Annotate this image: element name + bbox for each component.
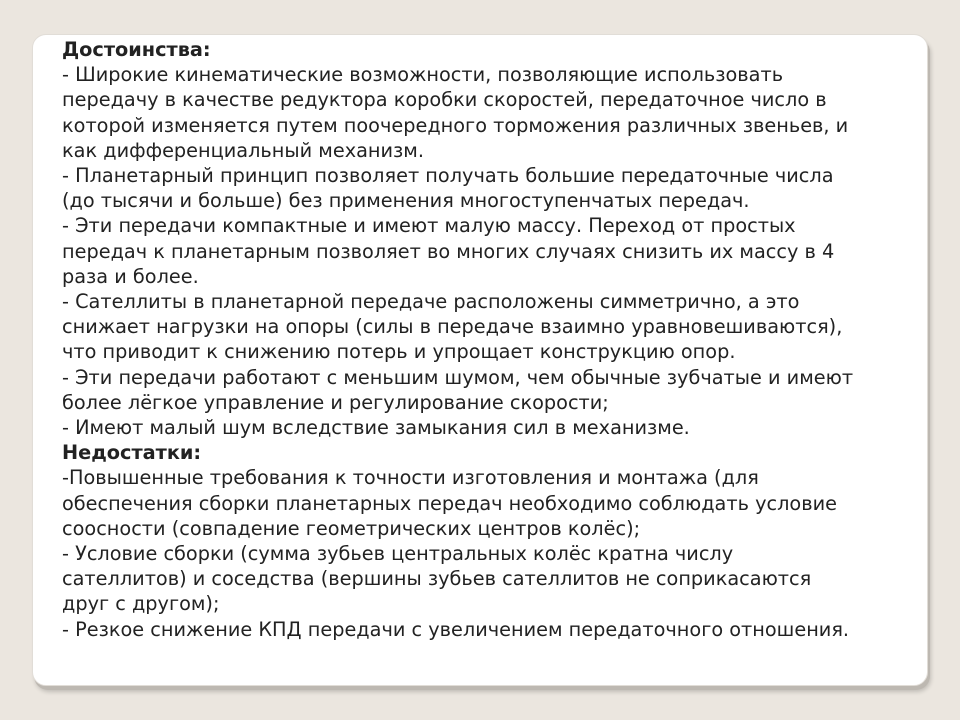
slide-card [32, 34, 928, 686]
advantage-item-4: - Сателлиты в планетарной передаче расположены симметрично, а это снижает нагрузки на опоры (силы в передаче взаимно уравновешиваются), что приводит к снижению потерь и упрощает конструкцию опор. [62, 290, 843, 364]
disadvantages-heading: Недостатки: [62, 441, 202, 465]
advantage-item-2: - Планетарный принцип позволяет получать большие передаточные числа (до тысячи и больше) без применения многоступенчатых передач. [62, 164, 834, 213]
disadvantage-item-1: -Повышенные требования к точности изготовления и монтажа (для обеспечения сборки планетарных передач необходимо соблюдать условие соосности (совпадение геометрических центров колёс); [62, 466, 837, 540]
advantage-item-6: - Имеют малый шум вследствие замыкания сил в механизме. [62, 416, 690, 440]
advantage-item-3: - Эти передачи компактные и имеют малую массу. Переход от простых передач к планетарным позволяет во многих случаях снизить их массу в 4 раза и более. [62, 214, 835, 288]
slide-text [62, 37, 928, 642]
disadvantage-item-3: - Резкое снижение КПД передачи с увеличением передаточного отношения. [62, 617, 850, 641]
disadvantage-item-2: - Условие сборки (сумма зубьев центральных колёс кратна числу сателлитов) и соседства (вершины зубьев сателлитов не соприкасаются друг с другом); [62, 542, 812, 616]
advantages-heading: Достоинства: [62, 38, 211, 61]
advantage-item-5: - Эти передачи работают с меньшим шумом, чем обычные зубчатые и имеют более лёгкое управление и регулирование скорости; [62, 365, 854, 414]
advantage-item-1: - Широкие кинематические возможности, позволяющие использовать передачу в качестве редуктора коробки скоростей, передаточное число в которой изменяется путем поочередного торможения различных звеньев, и как дифференциальный механизм. [62, 63, 849, 162]
